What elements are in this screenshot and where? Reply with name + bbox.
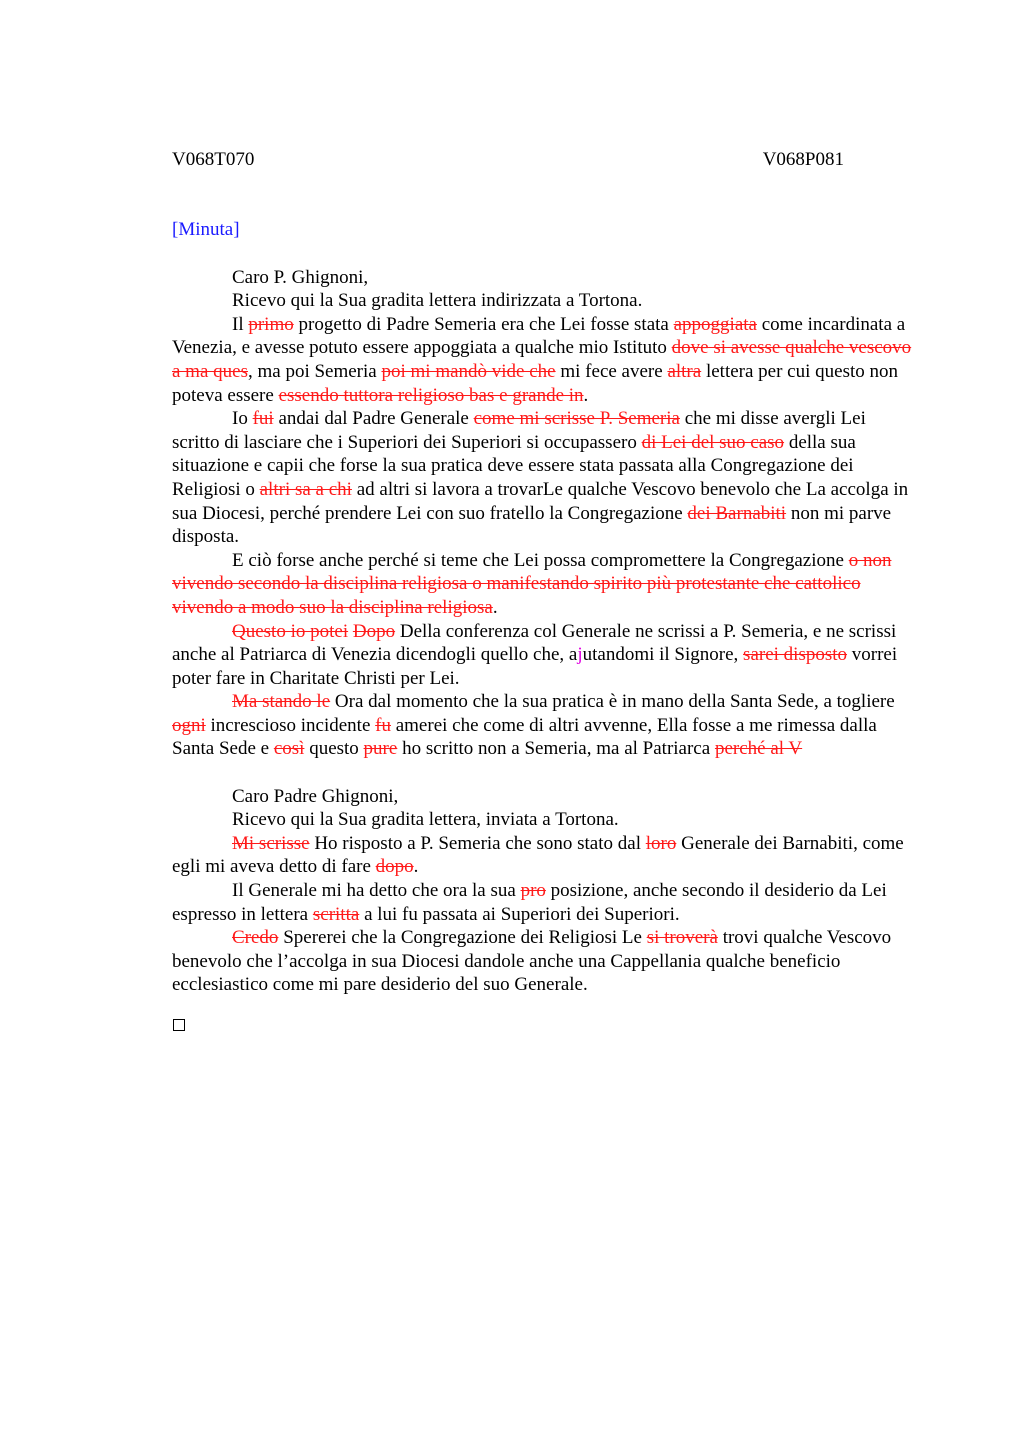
- letter-draft: [172, 266, 917, 761]
- body-text: Il: [232, 313, 249, 335]
- paragraph: [172, 808, 917, 832]
- deleted-text: o non vivendo secondo la disciplina religiosa o manifestando spirito più protestante che cattolico vivendo a modo suo la disciplina religiosa: [172, 549, 892, 618]
- body-text: Ricevo qui la Sua gradita lettera indirizzata a Tortona.: [232, 290, 643, 312]
- body-text: Ho risposto a P. Semeria che sono stato dal: [309, 832, 646, 854]
- body-text: della sua situazione e capii che forse la sua pratica deve essere stata passata alla Congregazione dei Religiosi o: [172, 431, 856, 500]
- letter-draft: [172, 785, 917, 997]
- deleted-text: sarei disposto: [743, 644, 848, 666]
- empty-square-icon: [173, 1019, 185, 1031]
- paragraph: [172, 690, 917, 761]
- body-text: Generale dei Barnabiti, come egli mi aveva detto di fare: [172, 832, 904, 878]
- deleted-text: Credo: [232, 927, 279, 949]
- deleted-text: essendo tuttora religioso bas e grande in: [278, 384, 584, 406]
- body-text: lettera per cui questo non poteva essere: [172, 360, 898, 406]
- body-text: ad altri si lavora a trovarLe qualche Vescovo benevolo che La accolga in sua Diocesi, perché prendere Lei con suo fratello la Congregazione: [172, 478, 909, 524]
- body-text: E ciò forse anche perché si teme che Lei possa compromettere la Congregazione: [232, 549, 849, 571]
- deleted-text: poi mi mandò vide che: [381, 360, 556, 382]
- deleted-text: pure: [363, 738, 398, 760]
- letter-separator: [172, 761, 917, 785]
- deleted-text: Questo io potei: [232, 620, 349, 642]
- body-text: Della conferenza col Generale ne scrissi a P. Semeria, e ne scrissi anche al Patriarca di Venezia dicendogli quello che, a: [172, 620, 897, 666]
- deleted-text: così: [273, 738, 305, 760]
- deleted-text: Dopo: [352, 620, 396, 642]
- body-text: a lui fu passata ai Superiori dei Superiori.: [359, 903, 680, 925]
- body-text: .: [583, 384, 589, 406]
- body-text: progetto di Padre Semeria era che Lei fosse stata: [293, 313, 674, 335]
- body-text: che mi disse avergli Lei scritto di lasciare che i Superiori dei Superiori si occupassero: [172, 408, 866, 453]
- paragraph: [172, 549, 917, 620]
- body-text: andai dal Padre Generale: [273, 408, 474, 430]
- paragraph: [172, 313, 917, 407]
- deleted-text: come mi scrisse P. Semeria: [473, 408, 680, 430]
- deleted-text: loro: [645, 832, 677, 854]
- paragraph: [172, 832, 917, 879]
- paragraph: [172, 879, 917, 926]
- body-text: Ora dal momento che la sua pratica è in mano della Santa Sede, a togliere: [330, 691, 895, 713]
- deleted-text: Ma stando le: [232, 691, 331, 713]
- document-header: [172, 148, 844, 172]
- document-page: [172, 148, 917, 1038]
- deleted-text: dei Barnabiti: [687, 502, 787, 524]
- paragraph: [172, 407, 917, 549]
- body-text: come incardinata a Venezia, e avesse potuto essere appoggiata a qualche mio Istituto: [172, 313, 906, 359]
- body-text: increscioso incidente: [205, 714, 376, 736]
- paragraph: [172, 289, 917, 313]
- document-code-left: V068T070: [172, 149, 255, 170]
- deleted-text: perché al V: [714, 738, 803, 760]
- body-text: .: [413, 856, 419, 878]
- body-text: Il Generale mi ha detto che ora la sua: [232, 880, 521, 902]
- body-text: mi fece avere: [555, 360, 668, 382]
- deleted-text: fui: [252, 408, 274, 430]
- body-text: Caro P. Ghignoni,: [232, 266, 369, 288]
- body-text: questo: [304, 738, 364, 760]
- end-mark: [172, 997, 917, 1038]
- body-text: vorrei poter fare in Charitate Christi per Lei.: [172, 644, 898, 689]
- paragraph: [172, 926, 917, 997]
- body-text: trovi qualche Vescovo benevolo che l’accolga in sua Diocesi dandole anche una Cappellania qualche beneficio ecclesiastico come mi pare desiderio del suo Generale.: [172, 927, 892, 996]
- body-text: posizione, anche secondo il desiderio da Lei espresso in lettera: [172, 880, 887, 925]
- body-text: .: [492, 596, 498, 618]
- letters-container: [172, 266, 917, 997]
- body-text: , ma poi Semeria: [247, 360, 382, 382]
- deleted-text: si troverà: [646, 927, 718, 949]
- deleted-text: primo: [248, 313, 294, 335]
- body-text: Ricevo qui la Sua gradita lettera, inviata a Tortona.: [232, 809, 619, 831]
- body-text: Io: [232, 408, 253, 430]
- deleted-text: dove si avesse qualche vescovo a ma ques: [172, 337, 912, 382]
- deleted-text: fu: [375, 714, 391, 736]
- body-text: utandomi il Signore,: [582, 644, 744, 666]
- deleted-text: pro: [520, 880, 546, 902]
- deleted-text: altra: [667, 360, 702, 382]
- body-text: amerei che come di altri avvenne, Ella fosse a me rimessa dalla Santa Sede e: [172, 714, 877, 760]
- body-text: Caro Padre Ghignoni,: [232, 785, 399, 807]
- paragraph: [172, 620, 917, 691]
- body-text: Spererei che la Congregazione dei Religiosi Le: [278, 927, 647, 949]
- paragraph: [172, 266, 917, 290]
- inserted-text: j: [577, 644, 583, 666]
- deleted-text: di Lei del suo caso: [641, 431, 785, 453]
- deleted-text: altri sa a chi: [259, 478, 352, 500]
- paragraph: [172, 785, 917, 809]
- deleted-text: ogni: [172, 714, 206, 736]
- deleted-text: scritta: [312, 903, 360, 925]
- body-text: ho scritto non a Semeria, ma al Patriarca: [397, 738, 715, 760]
- deleted-text: Mi scrisse: [232, 832, 310, 854]
- minuta-label: [Minuta]: [172, 219, 240, 240]
- document-code-right: V068P081: [762, 149, 844, 170]
- deleted-text: appoggiata: [673, 313, 757, 335]
- deleted-text: dopo: [375, 856, 414, 878]
- body-text: non mi parve disposta.: [172, 502, 892, 548]
